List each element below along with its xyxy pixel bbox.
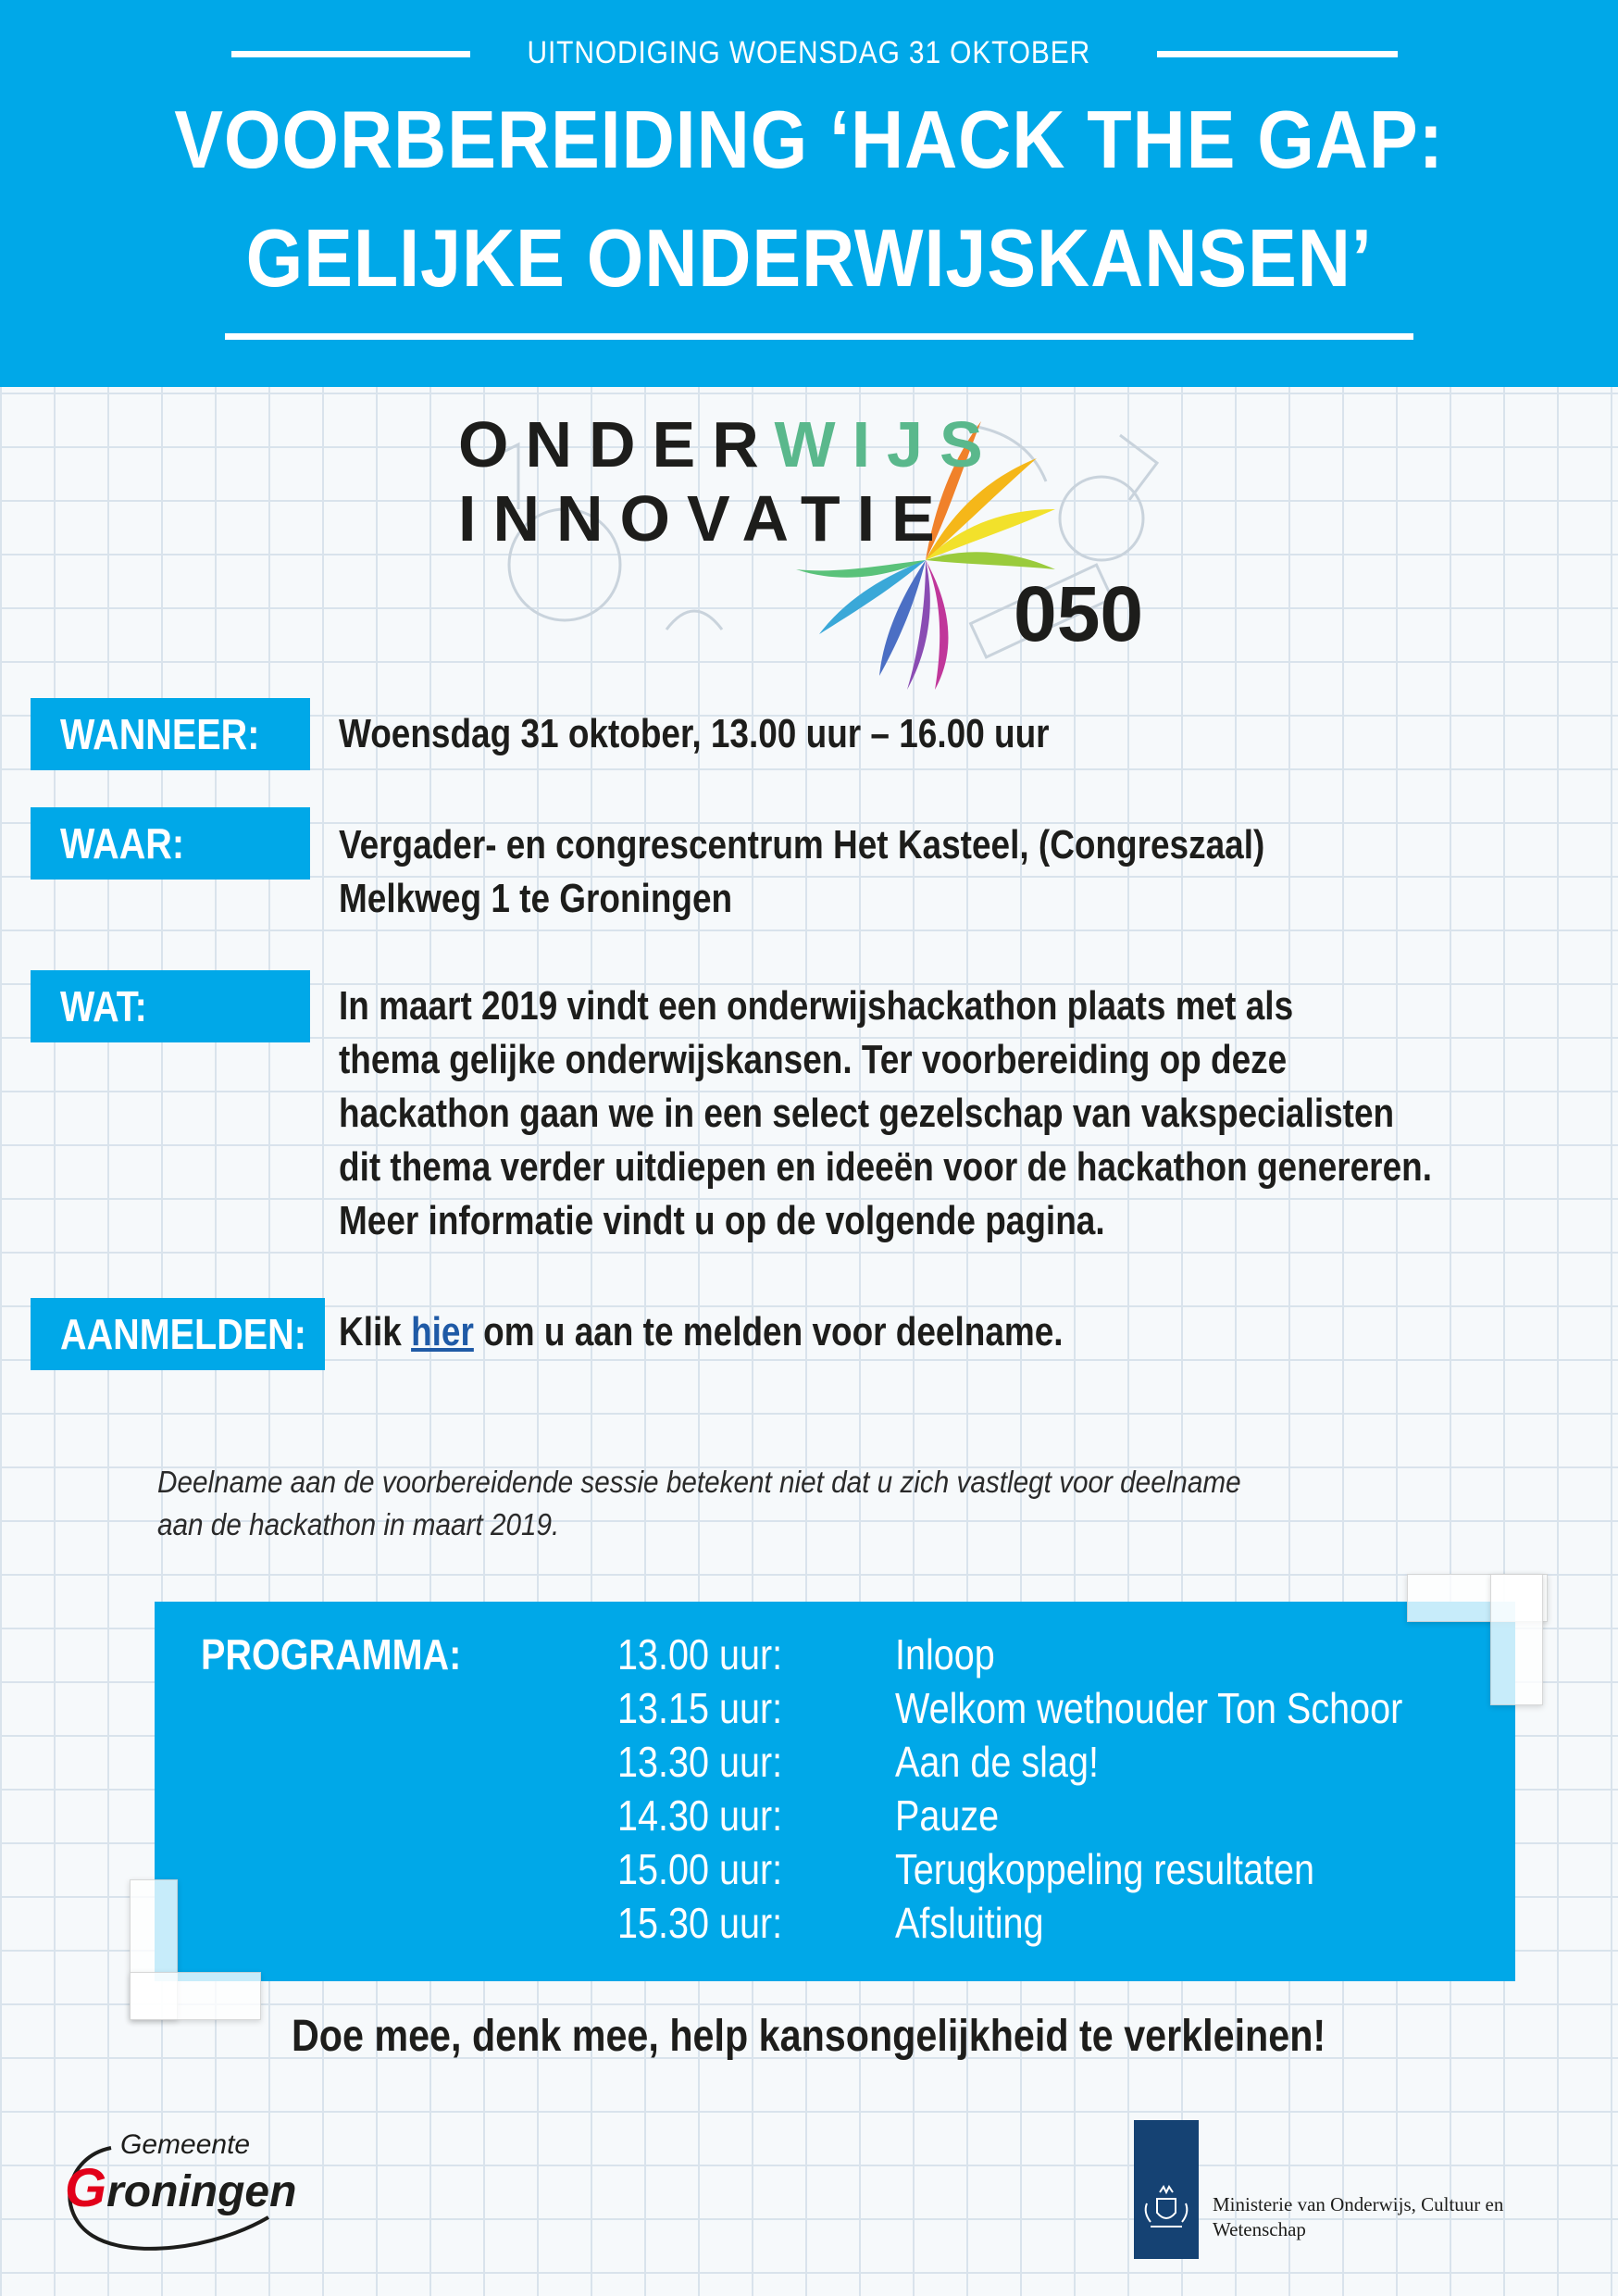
program-title: PROGRAMMA: <box>201 1630 462 1678</box>
aanmelden-pre: Klik <box>339 1309 402 1354</box>
program-time: 13.15 uur: <box>617 1684 783 1732</box>
header-banner <box>0 0 1618 387</box>
program-item: Inloop <box>895 1630 995 1678</box>
program-time: 13.00 uur: <box>617 1630 783 1678</box>
waar-line-1: Vergader- en congrescentrum Het Kasteel, (Congreszaal) <box>339 822 1265 867</box>
program-time: 14.30 uur: <box>617 1791 783 1840</box>
logo-number: 050 <box>1014 570 1144 657</box>
wat-line: Meer informatie vindt u op de volgende pagina. <box>339 1198 1105 1243</box>
tape-top-right-vertical <box>1490 1574 1543 1705</box>
wat-line: dit thema verder uitdiepen en ideeën voor de hackathon genereren. <box>339 1144 1432 1190</box>
program-time: 15.00 uur: <box>617 1845 783 1893</box>
wat-line: hackathon gaan we in een select gezelschap van vakspecialisten <box>339 1091 1395 1136</box>
gemeente-groningen-logo <box>56 2129 296 2268</box>
program-time: 13.30 uur: <box>617 1738 783 1786</box>
program-item: Terugkoppeling resultaten <box>895 1845 1315 1893</box>
aanmelden-post: om u aan te melden voor deelname. <box>483 1309 1064 1354</box>
wat-line: In maart 2019 vindt een onderwijshackathon plaats met als <box>339 983 1294 1029</box>
disclaimer: Deelname aan de voorbereidende sessie betekent niet dat u zich vastlegt voor deelname aan de hackathon in maart 2019. <box>157 1465 1241 1541</box>
text-wanneer: Woensdag 31 oktober, 13.00 uur – 16.00 uur <box>339 711 1050 756</box>
ministerie-name: Ministerie van Onderwijs, Cultuur en Wetenschap <box>1213 2193 1504 2240</box>
title-line-1: VOORBEREIDING ‘HACK THE GAP: <box>174 94 1444 185</box>
program-box <box>155 1602 1515 1981</box>
program-item: Aan de slag! <box>895 1738 1099 1786</box>
label-aanmelden: AANMELDEN: <box>31 1298 325 1370</box>
program-item: Pauze <box>895 1791 1000 1840</box>
program-item: Welkom wethouder Ton Schoor <box>895 1684 1403 1732</box>
text-wat <box>339 980 1618 1248</box>
ministerie-logo <box>1134 2120 1541 2259</box>
wat-line: thema gelijke onderwijskansen. Ter voorbereiding op deze <box>339 1037 1288 1082</box>
program-time: 15.30 uur: <box>617 1899 783 1947</box>
logo-word-innovatie: INNOVATIE <box>458 482 952 555</box>
label-wat: WAT: <box>31 970 310 1042</box>
onderwijs-innovatie-logo <box>454 407 1176 713</box>
invite-line: UITNODIGING WOENSDAG 31 OKTOBER <box>527 35 1091 70</box>
groningen-text: Groningen <box>65 2158 297 2218</box>
rijkslint-bar <box>1134 2120 1199 2259</box>
title-line-2: GELIJKE ONDERWIJSKANSEN’ <box>245 212 1373 304</box>
waar-line-2: Melkweg 1 te Groningen <box>339 876 733 921</box>
program-item: Afsluiting <box>895 1899 1044 1947</box>
header-rule-bottom <box>225 333 1413 340</box>
text-aanmelden <box>339 1305 1201 1359</box>
gemeente-text: Gemeente <box>120 2129 251 2160</box>
label-wanneer: WANNEER: <box>31 698 310 770</box>
call-to-action: Doe mee, denk mee, help kansongelijkheid te verkleinen! <box>292 2012 1326 2061</box>
label-waar: WAAR: <box>31 807 310 880</box>
logo-word-onderwijs: ONDERWIJS <box>458 408 1000 480</box>
register-link[interactable]: hier <box>411 1309 474 1354</box>
text-waar <box>339 818 1441 926</box>
coat-of-arms-icon <box>1134 2120 1199 2259</box>
